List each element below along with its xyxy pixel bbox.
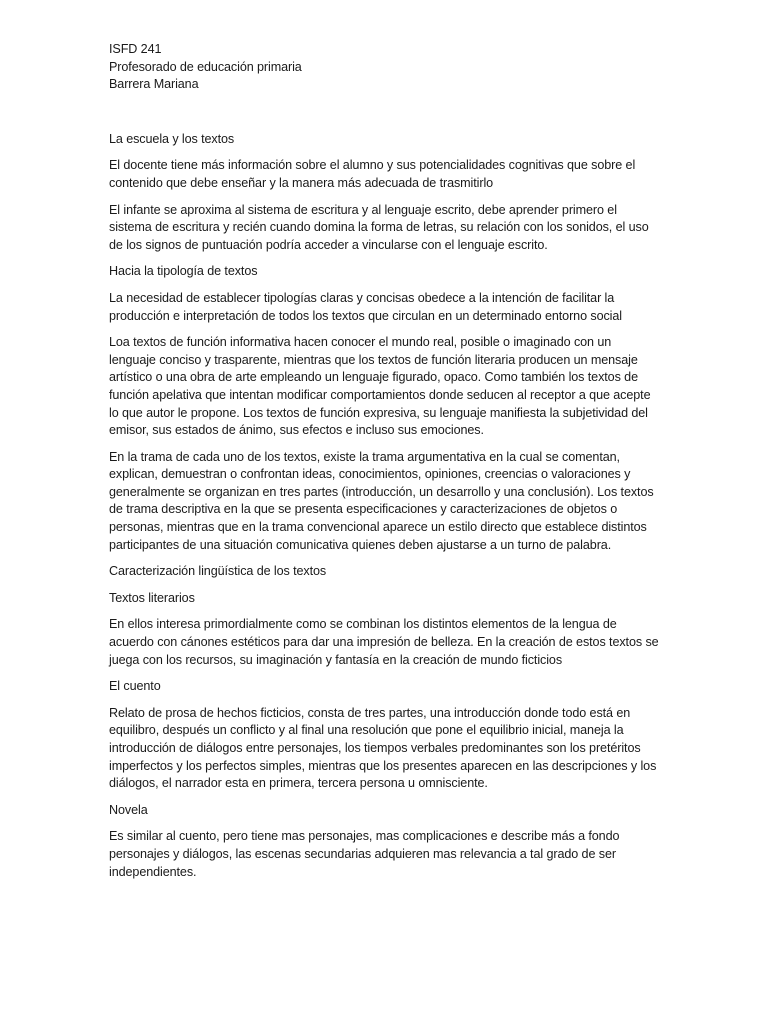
program-name: Profesorado de educación primaria <box>109 59 302 74</box>
document-header <box>109 41 659 94</box>
paragraph-necesidad: La necesidad de establecer tipologías claras y concisas obedece a la intención de facilitar la producción e interpretación de todos los textos que circulan en un determinado entorno social <box>109 290 622 323</box>
paragraph-textos-literarios: En ellos interesa primordialmente como se combinan los distintos elementos de la lengua de acuerdo con cánones estéticos para dar una impresión de belleza. En la creación de estos textos se juega con los recursos, su imaginación y fantasía en la creación de mundo ficticios <box>109 617 659 667</box>
institution-name: ISFD 241 <box>109 42 162 56</box>
paragraph-trama: En la trama de cada uno de los textos, existe la trama argumentativa en la cual se comentan, explican, demuestran o confrontan ideas, conocimientos, opiniones, creencias o valoraciones y generalmente se organizan en tres partes (introducción, un desarrollo y una conclusión). Los textos de trama descriptiva en la que se presenta especificaciones y caracterizaciones de objetos o personas, mientras que en la trama convencional aparece un estilo directo que establece distintos participantes de una situación comunicativa quienes deben ajustarse a un turno de palabra. <box>109 449 654 552</box>
section-heading-novela: Novela <box>109 802 148 817</box>
section-heading-el-cuento: El cuento <box>109 679 161 694</box>
paragraph-el-cuento: Relato de prosa de hechos ficticios, consta de tres partes, una introducción donde todo está en equilibro, después un conflicto y al final una resolución que pone el equilibrio inicial, maneja la introducción de diálogos entre personajes, los tiempos verbales predominantes son los pretéritos imperfectos y los perfectos simples, mientras que los presentes aparecen en las descripciones y los diálogos, el narrador esta en primera, tercera persona u omnisciente. <box>109 705 657 791</box>
section-heading-tipologia: Hacia la tipología de textos <box>109 264 258 279</box>
paragraph-docente: El docente tiene más información sobre el alumno y sus potencialidades cognitivas que sobre el contenido que debe enseñar y la manera más adecuada de trasmitirlo <box>109 158 636 190</box>
paragraph-novela: Es similar al cuento, pero tiene mas personajes, mas complicaciones e describe más a fondo personajes y diálogos, las escenas secundarias adquieren mas relevancia a tal grado de ser independientes. <box>109 829 620 879</box>
section-heading-la-escuela: La escuela y los textos <box>109 131 235 146</box>
paragraph-funcion-informativa: Loa textos de función informativa hacen conocer el mundo real, posible o imaginado con un lenguaje conciso y trasparente, mientras que los textos de función literaria producen un mensaje artístico o una obra de arte empleando un lenguaje figurado, opaco. Como también los textos de función apelativa que intentan modificar comportamientos donde seducen al receptor a que acepte lo que autor le propone. Los textos de función expresiva, su lenguaje manifiesta la subjetividad del emisor, sus estados de ánimo, sus efectos e incluso sus emociones. <box>109 335 651 438</box>
section-heading-textos-literarios: Textos literarios <box>109 590 195 605</box>
paragraph-infante: El infante se aproxima al sistema de escritura y al lenguaje escrito, debe aprender primero el sistema de escritura y recién cuando domina la forma de letras, su relación con los sonidos, el uso de los signos de puntuación podría acceder a vincularse con el lenguaje escrito. <box>109 202 649 252</box>
document-page <box>109 41 659 890</box>
author-name: Barrera Mariana <box>109 77 199 92</box>
section-heading-caracterizacion: Caracterización lingüística de los textos <box>109 564 327 579</box>
